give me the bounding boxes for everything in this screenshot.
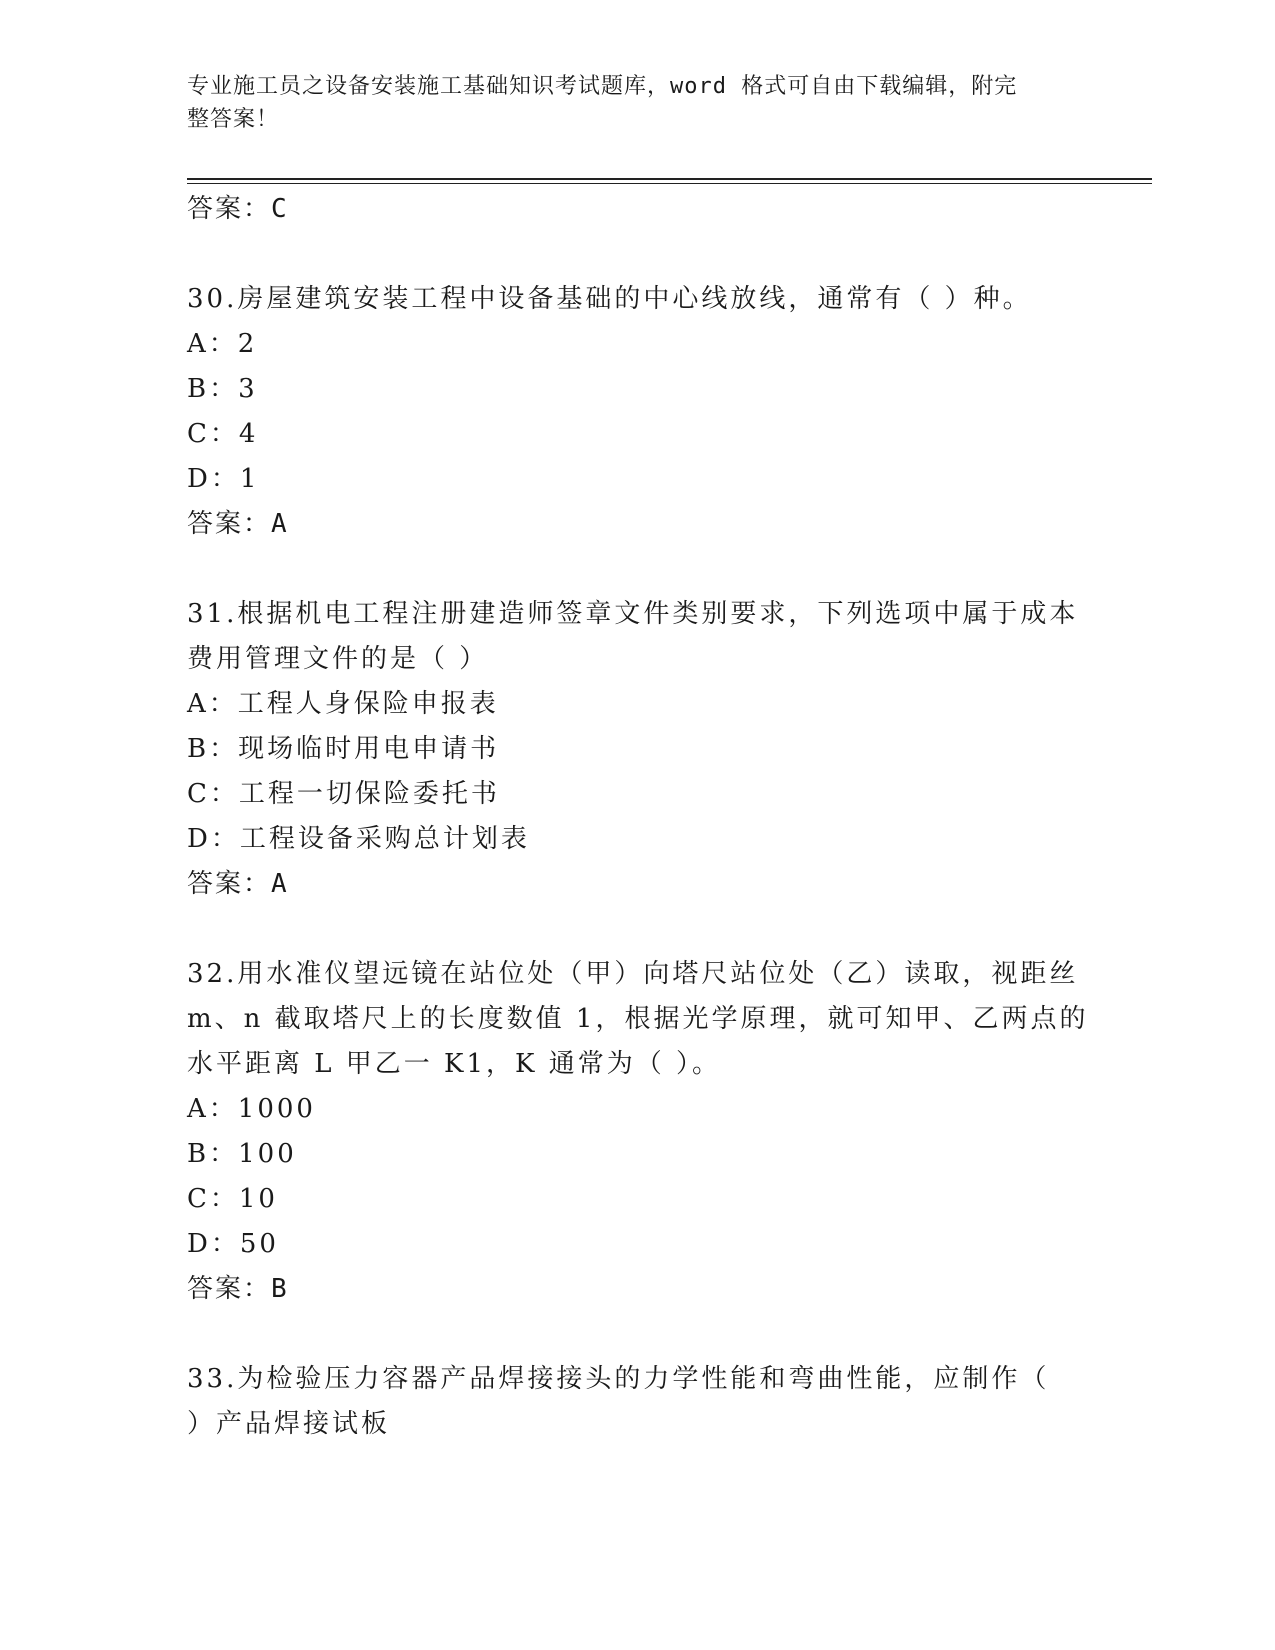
option-a: A：2 xyxy=(187,329,258,359)
question-text: 32.用水准仪望远镜在站位处（甲）向塔尺站位处（乙）读取，视距丝 xyxy=(187,959,1079,989)
question-text: 31.根据机电工程注册建造师签章文件类别要求，下列选项中属于成本 xyxy=(187,599,1079,629)
option-c: C：10 xyxy=(187,1184,278,1214)
option-c: C：4 xyxy=(187,419,259,449)
answer: 答案：A xyxy=(187,869,289,899)
header-rule-thin xyxy=(187,183,1152,184)
question-text: ）产品焊接试板 xyxy=(187,1409,391,1439)
header-line-1: 专业施工员之设备安装施工基础知识考试题库，word 格式可自由下载编辑，附完 xyxy=(187,74,1018,99)
option-b: B：3 xyxy=(187,374,258,404)
question-list xyxy=(187,187,1087,1447)
option-d: D：1 xyxy=(187,464,260,494)
option-d: D：工程设备采购总计划表 xyxy=(187,824,530,854)
spacer xyxy=(187,547,1087,592)
spacer xyxy=(187,232,1087,277)
question-32 xyxy=(187,952,1087,1312)
previous-answer: 答案：C xyxy=(187,194,289,224)
header-rule-thick xyxy=(187,178,1152,180)
option-b: B：100 xyxy=(187,1139,297,1169)
question-text: 30.房屋建筑安装工程中设备基础的中心线放线，通常有（ ）种。 xyxy=(187,284,1032,314)
question-31 xyxy=(187,592,1087,907)
answer: 答案：A xyxy=(187,509,289,539)
option-d: D：50 xyxy=(187,1229,279,1259)
option-a: A：工程人身保险申报表 xyxy=(187,689,499,719)
question-33 xyxy=(187,1357,1087,1447)
spacer xyxy=(187,1312,1087,1357)
question-text: 费用管理文件的是（ ） xyxy=(187,644,489,674)
option-c: C：工程一切保险委托书 xyxy=(187,779,500,809)
question-text: 水平距离 L 甲乙一 K1，K 通常为（ ）。 xyxy=(187,1049,721,1079)
question-text: 33.为检验压力容器产品焊接接头的力学性能和弯曲性能，应制作（ xyxy=(187,1364,1050,1394)
spacer xyxy=(187,907,1087,952)
header-line-2: 整答案！ xyxy=(187,107,280,132)
answer: 答案：B xyxy=(187,1274,289,1304)
option-a: A：1000 xyxy=(187,1094,316,1124)
question-text: m、n 截取塔尺上的长度数值 1，根据光学原理，就可知甲、乙两点的 xyxy=(187,1004,1089,1034)
document-header xyxy=(187,70,1067,136)
option-b: B：现场临时用电申请书 xyxy=(187,734,500,764)
question-30 xyxy=(187,277,1087,547)
